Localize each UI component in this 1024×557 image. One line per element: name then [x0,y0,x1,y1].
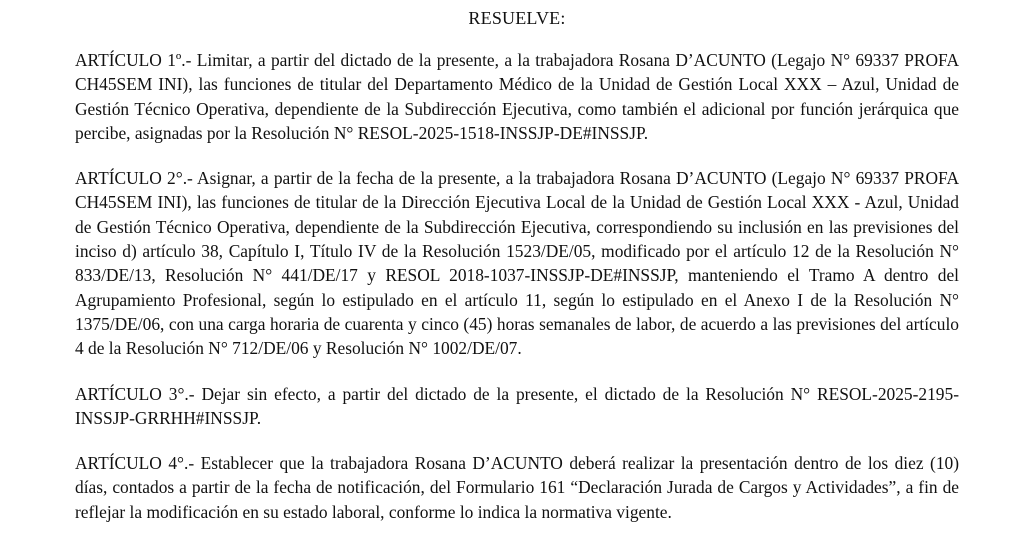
resolution-heading: RESUELVE: [468,8,566,28]
document-page [75,0,959,524]
article-3: ARTÍCULO 3°.- Dejar sin efecto, a partir del dictado de la presente, el dictado de la Resolución N° RESOL-2025-2195-INSSJP-GRRHH#INSSJP. [75,383,959,428]
article-4: ARTÍCULO 4°.- Establecer que la trabajadora Rosana D’ACUNTO deberá realizar la presentación dentro de los diez (10) días, contados a partir de la fecha de notificación, del Formulario 161 “Declaración Jurada de Cargos y Actividades”, a fin de reflejar la modificación en su estado laboral, conforme lo indica la normativa vigente. [75,453,959,522]
article-2: ARTÍCULO 2°.- Asignar, a partir de la fecha de la presente, a la trabajadora Rosana D’ACUNTO (Legajo N° 69337 PROFA CH45SEM INI), las funciones de titular de la Dirección Ejecutiva Local de la Unidad de Gestión Local XXX - Azul, Unidad de Gestión Técnico Operativa, dependiente de la Subdirección Ejecutiva, correspondiendo su inclusión en las previsiones del inciso d) artículo 38, Capítulo I, Título IV de la Resolución 1523/DE/05, modificado por el artículo 12 de la Resolución N° 833/DE/13, Resolución N° 441/DE/17 y RESOL 2018-1037-INSSJP-DE#INSSJP, manteniendo el Tramo A dentro del Agrupamiento Profesional, según lo estipulado en el artículo 11, según lo estipulado en el Anexo I de la Resolución N° 1375/DE/06, con una carga horaria de cuarenta y cinco (45) horas semanales de labor, de acuerdo a las previsiones del artículo 4 de la Resolución N° 712/DE/06 y Resolución N° 1002/DE/07. [75,168,959,359]
article-1: ARTÍCULO 1º.- Limitar, a partir del dictado de la presente, a la trabajadora Rosana D’ACUNTO (Legajo N° 69337 PROFA CH45SEM INI), las funciones de titular del Departamento Médico de la Unidad de Gestión Local XXX – Azul, Unidad de Gestión Técnico Operativa, dependiente de la Subdirección Ejecutiva, como también el adicional por función jerárquica que percibe, asignadas por la Resolución N° RESOL-2025-1518-INSSJP-DE#INSSJP. [75,50,959,143]
